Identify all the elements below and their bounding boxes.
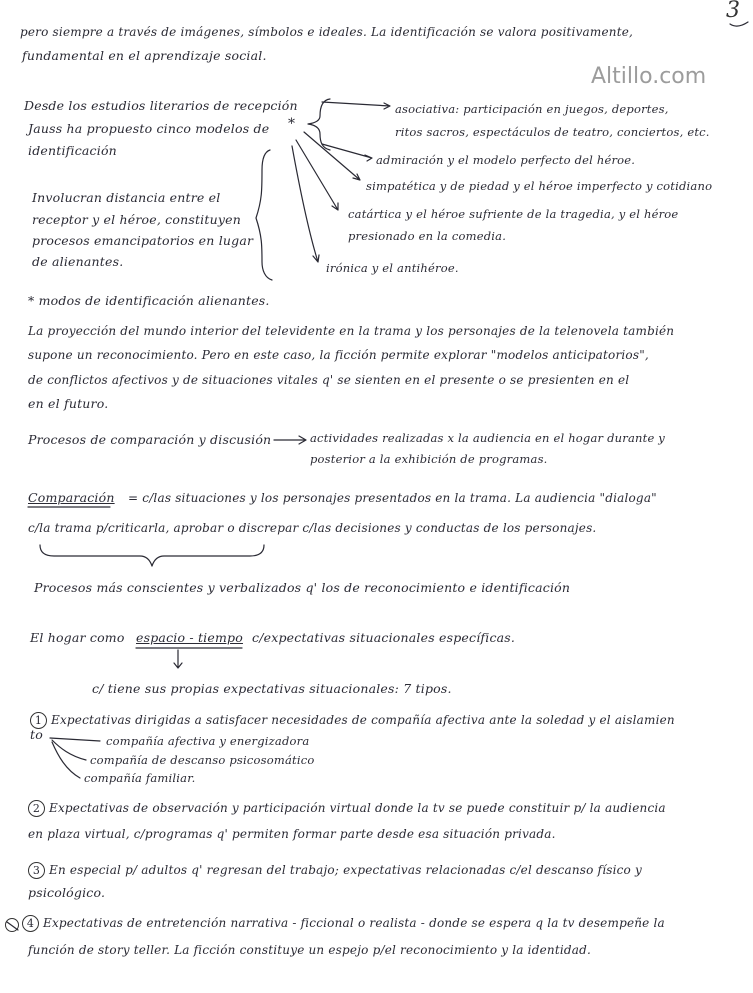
text-line: Jauss ha propuesto cinco modelos de (28, 121, 270, 136)
text-line: identificación (28, 143, 117, 158)
text-line: pero siempre a través de imágenes, símbolos e ideales. La identificación se valora positivamente, (20, 25, 634, 39)
sub-item: compañía familiar. (84, 771, 196, 785)
text-line: Desde los estudios literarios de recepción (24, 98, 298, 113)
number-marker: 1 (30, 712, 47, 729)
text-line: to (30, 727, 43, 742)
page-number: 3 (726, 0, 740, 23)
bracket-item: irónica y el antihéroe. (326, 261, 459, 275)
bracket-item: simpatética y de piedad y el héroe imperfecto y cotidiano (366, 179, 713, 193)
text-line: posterior a la exhibición de programas. (310, 452, 548, 466)
text-line: Procesos de comparación y discusión (28, 432, 272, 447)
text-line: La proyección del mundo interior del televidente en la trama y los personajes de la telenovela también (28, 324, 675, 338)
text-line: actividades realizadas x la audiencia en el hogar durante y (310, 431, 666, 445)
sub-item: compañía de descanso psicosomático (90, 753, 315, 767)
text-line: función de story teller. La ficción constituye un espejo p/el reconocimiento y la identidad. (28, 943, 592, 957)
bracket-item: catártica y el héroe sufriente de la tragedia, y el héroe (348, 207, 679, 221)
number-marker: 2 (28, 800, 45, 817)
text-line: Procesos más conscientes y verbalizados q' los de reconocimiento e identificación (34, 580, 571, 595)
text-line: El hogar como (30, 630, 125, 645)
text-line: c/ tiene sus propias expectativas situacionales: 7 tipos. (92, 681, 452, 696)
text-line: Expectativas de observación y participación virtual donde la tv se puede constituir p/ la audiencia (49, 801, 666, 815)
text-line: fundamental en el aprendizaje social. (22, 48, 267, 63)
number-marker: 3 (28, 862, 45, 879)
text-line: c/la trama p/criticarla, aprobar o discrepar c/las decisiones y conductas de los personajes. (28, 521, 597, 535)
text-line: en plaza virtual, c/programas q' permiten formar parte desde esa situación privada. (28, 827, 556, 841)
text-line: Expectativas de entretención narrativa - ficcional o realista - donde se espera q la tv desempeñe la (43, 916, 665, 930)
text-line: Involucran distancia entre el (32, 190, 221, 205)
text-line: receptor y el héroe, constituyen (32, 212, 241, 227)
footnote: * modos de identificación alienantes. (28, 293, 270, 308)
text-line: procesos emancipatorios en lugar (32, 233, 254, 248)
section-heading: Comparación (28, 490, 115, 505)
text-line: * (288, 116, 296, 132)
bracket-item: asociativa: participación en juegos, deportes, (395, 102, 669, 116)
text-line: espacio - tiempo (136, 630, 243, 645)
text-line: de conflictos afectivos y de situaciones vitales q' se sienten en el presente o se presienten en el (28, 373, 630, 387)
bracket-item: presionado en la comedia. (348, 229, 507, 243)
watermark-logo: Altillo.com (591, 64, 707, 89)
text-line: en el futuro. (28, 396, 109, 411)
text-line: c/expectativas situacionales específicas. (252, 630, 516, 645)
text-line: = c/las situaciones y los personajes presentados en la trama. La audiencia "dialoga" (128, 491, 657, 505)
bracket-item: admiración y el modelo perfecto del héroe. (376, 153, 636, 167)
number-marker: 4 (22, 915, 39, 932)
text-line: Expectativas dirigidas a satisfacer necesidades de compañía afectiva ante la soledad y el aislamien (51, 713, 675, 727)
text-line: supone un reconocimiento. Pero en este caso, la ficción permite explorar "modelos anticipatorios", (28, 348, 649, 362)
bracket-item: ritos sacros, espectáculos de teatro, conciertos, etc. (395, 125, 710, 139)
text-line: psicológico. (28, 885, 106, 900)
text-line: En especial p/ adultos q' regresan del trabajo; expectativas relacionadas c/el descanso físico y (49, 863, 642, 877)
text-line: de alienantes. (32, 254, 124, 269)
sub-item: compañía afectiva y energizadora (106, 734, 310, 748)
